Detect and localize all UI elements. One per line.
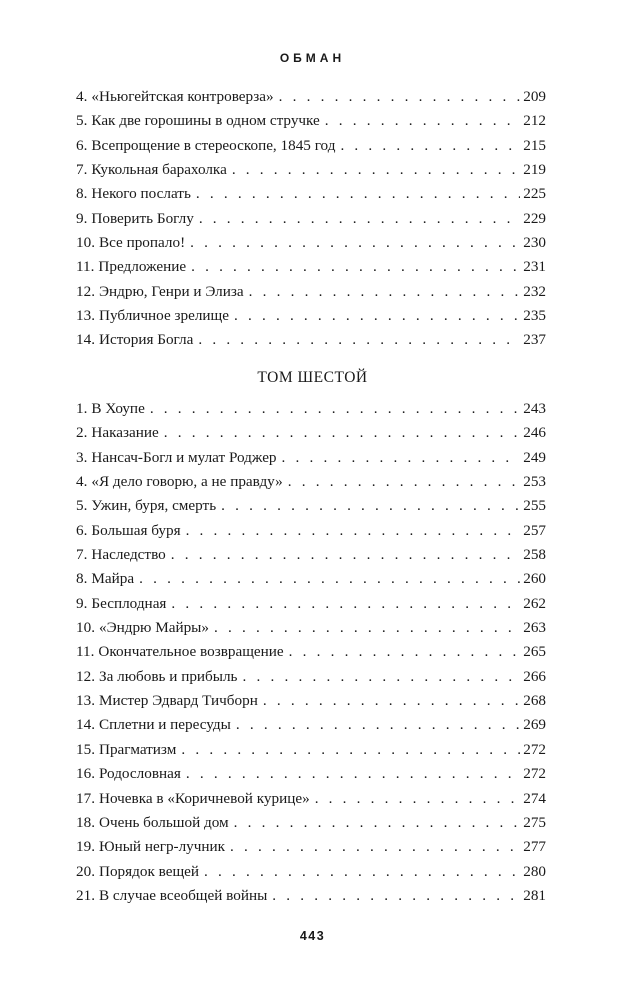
entry-number: 15. (76, 740, 95, 758)
dot-leader (190, 231, 520, 255)
dot-leader (315, 787, 521, 811)
entry-page: 237 (523, 331, 546, 349)
toc-entry (76, 762, 546, 786)
toc-entry (76, 860, 546, 884)
entry-title: Очень большой дом (98, 813, 229, 831)
entry-page: 280 (523, 862, 546, 880)
toc-entry (76, 182, 546, 206)
dot-leader (230, 835, 520, 859)
entry-title: Большая буря (91, 521, 181, 539)
entry-title: Юный негр-лучник (98, 838, 226, 856)
entry-number: 12. (76, 667, 95, 685)
entry-page: 281 (523, 886, 546, 904)
page-number: 443 (299, 929, 326, 943)
dot-leader (164, 421, 520, 445)
entry-page: 209 (523, 88, 546, 105)
entry-title: Мистер Эдвард Тичборн (98, 692, 258, 710)
entry-number: 18. (76, 813, 95, 831)
toc-entry (76, 616, 546, 640)
toc-entry (76, 207, 546, 231)
toc-entry (76, 592, 546, 616)
entry-number: 2. (76, 424, 88, 442)
entry-page: 249 (523, 448, 546, 466)
toc-entry (76, 421, 546, 445)
dot-leader (288, 470, 520, 494)
entry-number: 19. (76, 838, 95, 856)
entry-title: Поверить Боглу (91, 209, 194, 227)
entry-title: В Хоупе (91, 400, 145, 417)
entry-title: История Богла (98, 331, 194, 349)
dot-leader (214, 616, 520, 640)
entry-page: 230 (523, 234, 546, 252)
toc-entry (76, 231, 546, 255)
entry-page: 275 (523, 813, 546, 831)
toc-entry (76, 470, 546, 494)
dot-leader (234, 811, 521, 835)
entry-page: 277 (523, 838, 546, 856)
entry-title: Ужин, буря, смерть (91, 497, 217, 515)
entry-number: 12. (76, 282, 95, 300)
dot-leader (199, 207, 520, 231)
dot-leader (272, 884, 520, 908)
toc-entry (76, 567, 546, 591)
entry-number: 4. (76, 473, 88, 491)
entry-title: «Я дело говорю, а не правду» (91, 473, 283, 491)
entry-title: За любовь и прибыль (98, 667, 238, 685)
entry-number: 17. (76, 789, 95, 807)
entry-page: 266 (523, 667, 546, 685)
entry-title: Публичное зрелище (98, 307, 229, 325)
dot-leader (196, 182, 520, 206)
entry-page: 235 (523, 307, 546, 325)
toc-entry (76, 884, 546, 908)
entry-page: 243 (523, 400, 546, 417)
entry-title: Наследство (91, 546, 166, 564)
entry-page: 274 (523, 789, 546, 807)
entry-number: 8. (76, 570, 88, 588)
toc-entry (76, 738, 546, 762)
entry-title: Наказание (91, 424, 159, 442)
entry-number: 11. (76, 643, 95, 661)
entry-number: 14. (76, 716, 95, 734)
dot-leader (198, 328, 520, 352)
toc-entry (76, 543, 546, 567)
entry-number: 6. (76, 136, 88, 154)
dot-leader (325, 109, 520, 133)
entry-title: Майра (91, 570, 135, 588)
entry-number: 20. (76, 862, 95, 880)
entry-page: 272 (523, 765, 546, 783)
toc-entry (76, 494, 546, 518)
entry-title: Предложение (98, 258, 187, 276)
entry-title: Нансач-Богл и мулат Роджер (91, 448, 277, 466)
toc-entry (76, 304, 546, 328)
toc-entry (76, 835, 546, 859)
entry-number: 4. (76, 88, 88, 105)
entry-number: 7. (76, 546, 88, 564)
running-head: ОБМАН (279, 51, 346, 65)
entry-page: 232 (523, 282, 546, 300)
entry-title: Ночевка в «Коричневой курице» (98, 789, 310, 807)
entry-title: Порядок вещей (98, 862, 200, 880)
dot-leader (234, 304, 520, 328)
entry-page: 260 (523, 570, 546, 588)
dot-leader (340, 134, 520, 158)
entry-number: 14. (76, 331, 95, 349)
entry-page: 269 (523, 716, 546, 734)
entry-title: «Эндрю Майры» (98, 619, 209, 637)
entry-number: 3. (76, 448, 88, 466)
entry-page: 272 (523, 740, 546, 758)
toc-entry (76, 134, 546, 158)
entry-number: 11. (76, 258, 95, 276)
entry-number: 9. (76, 209, 88, 227)
toc-entry (76, 787, 546, 811)
dot-leader (186, 519, 521, 543)
toc-entry (76, 109, 546, 133)
entry-title: Родословная (98, 765, 181, 783)
entry-number: 1. (76, 400, 88, 417)
entry-number: 5. (76, 497, 88, 515)
entry-title: Сплетни и пересуды (98, 716, 231, 734)
toc-entry (76, 811, 546, 835)
entry-page: 268 (523, 692, 546, 710)
entry-page: 219 (523, 161, 546, 179)
dot-leader (186, 762, 520, 786)
dot-leader (263, 689, 520, 713)
toc-entry (76, 689, 546, 713)
entry-number: 16. (76, 765, 95, 783)
entry-title: Как две горошины в одном стручке (91, 112, 320, 130)
dot-leader (242, 665, 520, 689)
toc-entry (76, 158, 546, 182)
entry-number: 13. (76, 307, 95, 325)
entry-page: 263 (523, 619, 546, 637)
entry-title: «Ньюгейтская контроверза» (91, 88, 274, 105)
entry-page: 231 (523, 258, 546, 276)
entry-number: 7. (76, 161, 88, 179)
entry-page: 229 (523, 209, 546, 227)
dot-leader (282, 446, 521, 470)
entry-title: Кукольная барахолка (91, 161, 227, 179)
entry-page: 265 (523, 643, 546, 661)
entry-page: 253 (523, 473, 546, 491)
entry-page: 257 (523, 521, 546, 539)
dot-leader (236, 713, 520, 737)
toc-entry (76, 519, 546, 543)
dot-leader (279, 85, 521, 109)
entry-number: 13. (76, 692, 95, 710)
toc-list-volume6 (76, 397, 546, 908)
section-title: ТОМ ШЕСТОЙ (257, 369, 368, 386)
dot-leader (191, 255, 520, 279)
dot-leader (221, 494, 520, 518)
dot-leader (232, 158, 520, 182)
entry-title: Некого послать (91, 185, 191, 203)
dot-leader (139, 567, 520, 591)
entry-title: В случае всеобщей войны (98, 886, 268, 904)
entry-number: 9. (76, 594, 88, 612)
entry-page: 215 (523, 136, 546, 154)
toc-entry (76, 446, 546, 470)
entry-title: Эндрю, Генри и Элиза (98, 282, 244, 300)
entry-title: Всепрощение в стереоскопе, 1845 год (91, 136, 336, 154)
dot-leader (171, 543, 520, 567)
entry-title: Прагматизм (98, 740, 177, 758)
dot-leader (181, 738, 520, 762)
entry-number: 10. (76, 619, 95, 637)
toc-entry (76, 640, 546, 664)
entry-title: Окончательное возвращение (98, 643, 284, 661)
entry-page: 255 (523, 497, 546, 515)
dot-leader (150, 397, 520, 421)
toc-entry (76, 280, 546, 304)
toc-entry (76, 665, 546, 689)
dot-leader (204, 860, 520, 884)
toc-list-before (76, 85, 546, 353)
toc-entry (76, 85, 546, 109)
toc-entry (76, 397, 546, 421)
entry-title: Бесплодная (91, 594, 167, 612)
entry-title: Все пропало! (98, 234, 186, 252)
dot-leader (249, 280, 521, 304)
entry-number: 5. (76, 112, 88, 130)
toc-entry (76, 255, 546, 279)
dot-leader (289, 640, 521, 664)
entry-page: 262 (523, 594, 546, 612)
entry-number: 8. (76, 185, 88, 203)
entry-number: 21. (76, 886, 95, 904)
entry-page: 212 (523, 112, 546, 130)
entry-number: 10. (76, 234, 95, 252)
toc-entry (76, 713, 546, 737)
dot-leader (171, 592, 520, 616)
entry-page: 258 (523, 546, 546, 564)
entry-page: 225 (523, 185, 546, 203)
entry-page: 246 (523, 424, 546, 442)
toc-entry (76, 328, 546, 352)
entry-number: 6. (76, 521, 88, 539)
